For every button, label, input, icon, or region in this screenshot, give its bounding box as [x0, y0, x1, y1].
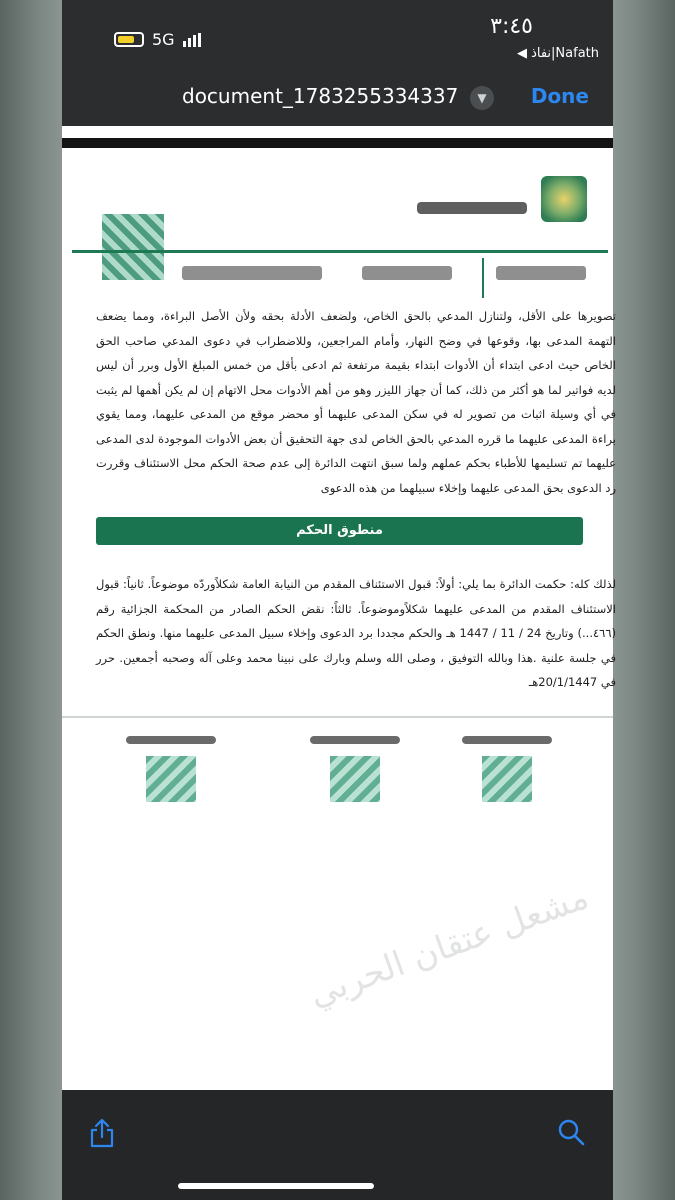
- battery-icon: [114, 32, 144, 47]
- qr-code-redacted: [102, 214, 164, 280]
- network-label: 5G: [152, 30, 175, 49]
- verdict-section-header: منطوق الحكم: [96, 517, 583, 545]
- signature-stroke: [462, 736, 552, 744]
- signature-stroke: [126, 736, 216, 744]
- header-divider: [72, 250, 608, 253]
- signal-icon: [183, 33, 201, 47]
- document-page: [62, 126, 617, 1090]
- signature-stroke: [310, 736, 400, 744]
- verdict-paragraph: لذلك كله: حكمت الدائرة بما يلي: أولاً: قبول الاستئناف المقدم من النيابة العامة شكلاًوردّه موضوعاً. ثانياً: قبول الاستئناف المقدم من المدعى عليهما شكلاًوموضوعاً. ثالثاً: نقض الحكم الصادر من المحكمة الجزائية رقم (٤٦٦...) وتاريخ 24 / 11 / 1447 هـ والحكم مجددا برد الدعوى وإخلاء سبيل المدعى عليهما منها. ونطق الحكم في جلسة علنية .هذا وبالله التوفيق ، وصلى الله وسلم وبارك على نبينا محمد وعلى آله وصحبه أجمعين. حرر في 20/1/1447هـ: [96, 577, 617, 689]
- ministry-logo: [541, 176, 587, 222]
- watermark-text: مشعل عتقان الحربي: [304, 876, 594, 1016]
- signature-block-left: [126, 736, 216, 802]
- signature-divider: [62, 716, 613, 718]
- document-title[interactable]: document_1783255334337: [182, 84, 459, 108]
- document-header: [62, 72, 613, 126]
- search-icon[interactable]: [557, 1118, 585, 1146]
- reference-date-redacted: [362, 266, 452, 280]
- status-bar: [62, 0, 613, 70]
- reference-number-redacted: [496, 266, 586, 280]
- home-indicator[interactable]: [178, 1183, 374, 1189]
- signature-stamp-redacted: [330, 756, 380, 802]
- chevron-down-icon[interactable]: ▼: [470, 86, 494, 110]
- back-to-app-link[interactable]: ◀ نفاذ|Nafath: [516, 46, 599, 61]
- header-vertical-divider: [482, 258, 484, 298]
- clock: ٣:٤٥: [490, 14, 533, 39]
- share-icon[interactable]: [88, 1118, 116, 1148]
- signature-block-right: [462, 736, 552, 802]
- done-button[interactable]: Done: [530, 84, 589, 108]
- signature-block-center: [310, 736, 400, 802]
- signature-stamp-redacted: [482, 756, 532, 802]
- organization-name-redacted: [417, 202, 527, 214]
- judgment-reasoning-paragraph: تصويرها على الأقل، ولتنازل المدعي بالحق الخاص، ولضعف الأدلة بحقه ولأن الأصل البراءة، ومما يضعف التهمة المدعى بها، وقوعها في وضح النهار، وأمام المراجعين، وللاضطراب في دعوى المدعي صاحب الحق الخاص حيث ادعى ابتداء أن الأدوات ابتداء بقيمة مرتفعة ثم ادعى بأقل من خمس المبلغ الأول وبرر أن ليس لديه فواتير لما هو أكثر من ذلك، كما أن جهاز الليزر وهو من أهم الأدوات محل الاتهام إن لم يكن أهمها لم يثبت في أي وسيلة اثبات من تصوير له في سكن المدعى عليهما أو محضر موقع من المدعى عليهما، ومما يقوي براءة المدعى عليهما ما قرره المدعي بالحق الخاص لدى جهة التحقيق أن بعض الأدوات الموجودة لدى المدعى عليهما تم تسليمها للأطباء بحكم عملهم ولما سبق انتهت الدائرة إلى عدم صحة الحكم محل الاستئناف وقررت رد الدعوى بحق المدعى عليهما وإخلاء سبيلهما من هذه الدعوى: [96, 309, 616, 495]
- network-indicators: [114, 30, 201, 49]
- reference-code-redacted: [182, 266, 322, 280]
- signature-stamp-redacted: [146, 756, 196, 802]
- page-top-border: [62, 138, 613, 148]
